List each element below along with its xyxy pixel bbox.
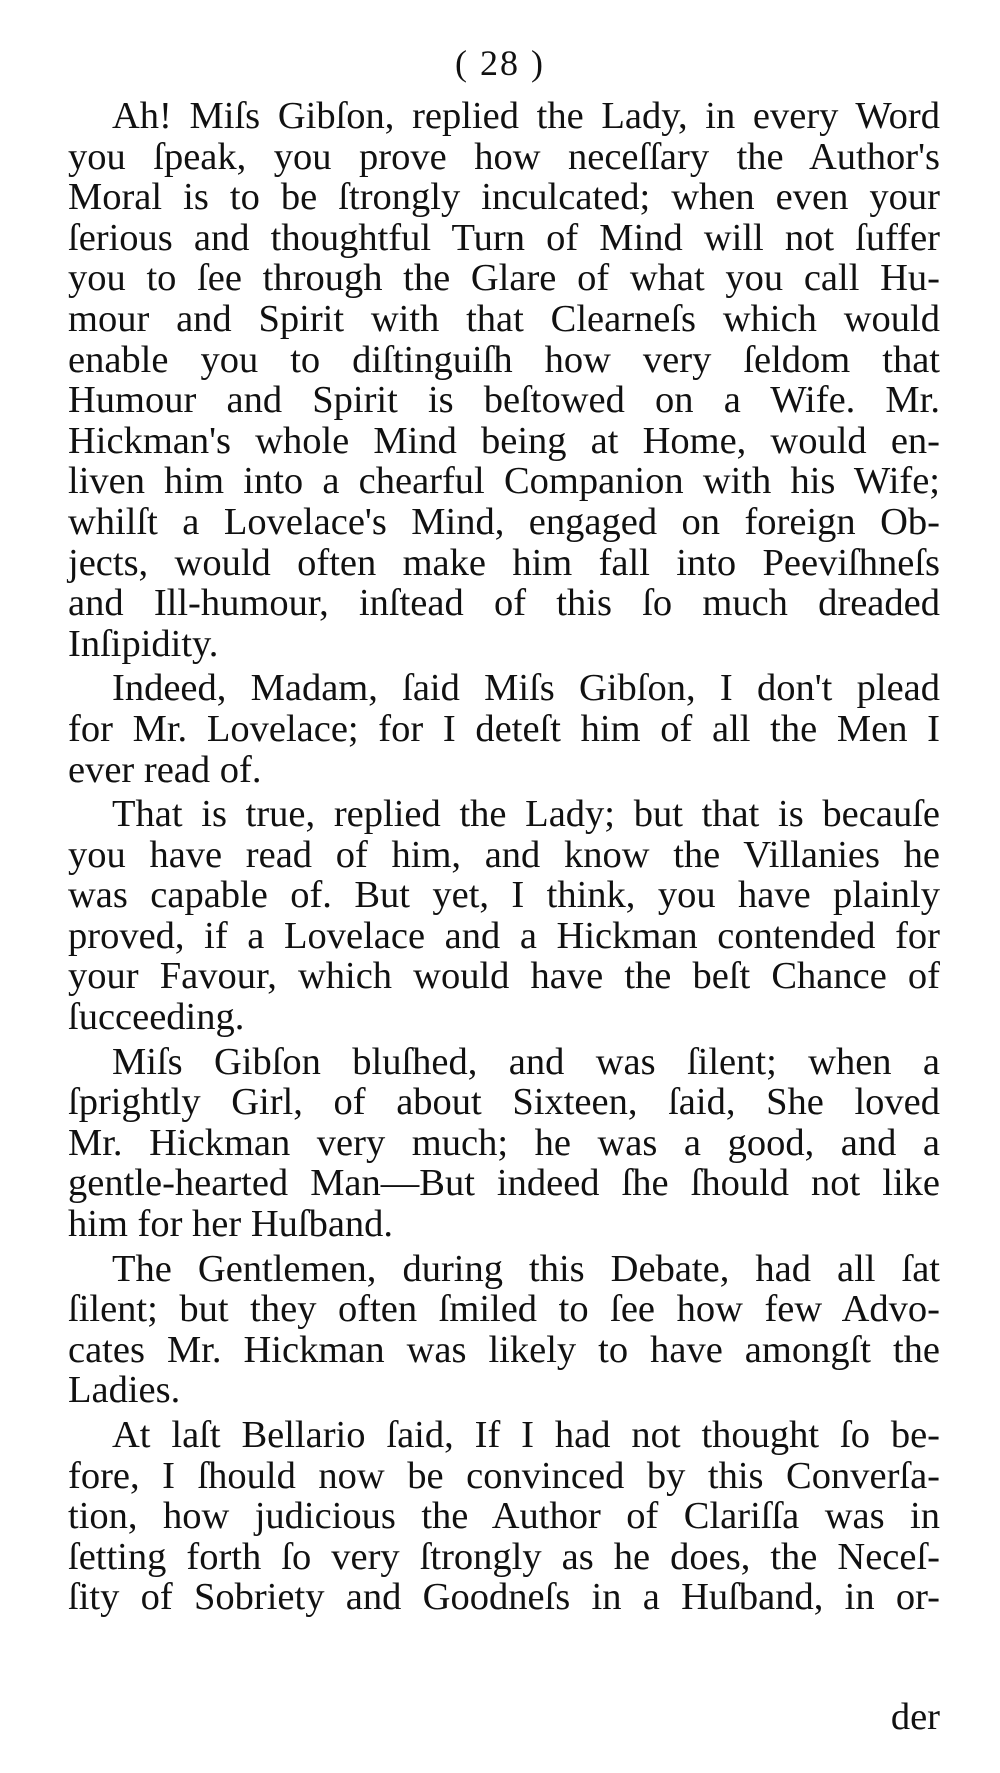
body-text <box>68 96 940 1618</box>
text-line: ſerious and thoughtful Turn of Mind will not ſuffer <box>68 216 940 259</box>
text-line: ſity of Sobriety and Goodneſs in a Huſband, in or- <box>68 1576 940 1619</box>
text-line: Moral is to be ſtrongly inculcated; when even your <box>68 176 940 219</box>
text-line: Ladies. <box>68 1369 181 1412</box>
text-line: liven him into a chearful Companion with his Wife; <box>68 460 940 503</box>
text-line: Inſipidity. <box>68 622 219 665</box>
text-line: Ah! Miſs Gibſon, replied the Lady, in every Word <box>112 95 940 137</box>
paragraph <box>68 668 940 790</box>
text-line: your Favour, which would have the beſt Chance of <box>68 955 940 998</box>
paragraph <box>68 96 940 664</box>
text-line: ſprightly Girl, of about Sixteen, ſaid, She loved <box>68 1081 940 1124</box>
paragraph <box>68 1042 940 1245</box>
catchword: der <box>890 1696 940 1738</box>
text-line: mour and Spirit with that Clearneſs which would <box>68 297 940 340</box>
text-line: gentle-hearted Man—But indeed ſhe ſhould not like <box>68 1162 940 1205</box>
text-line: The Gentlemen, during this Debate, had all ſat <box>112 1247 940 1290</box>
text-line: and Ill-humour, inſtead of this ſo much dreaded <box>68 582 940 625</box>
text-line: fore, I ſhould now be convinced by this Converſa- <box>68 1454 940 1497</box>
text-line: tion, how judicious the Author of Clariſſa was in <box>68 1495 940 1538</box>
text-line: you to ſee through the Glare of what you call Hu- <box>68 257 940 300</box>
text-line: Humour and Spirit is beſtowed on a Wife. Mr. <box>68 379 940 422</box>
text-line: Mr. Hickman very much; he was a good, and a <box>68 1121 940 1164</box>
text-line: you ſpeak, you prove how neceſſary the Author's <box>68 135 940 178</box>
text-line: enable you to diſtinguiſh how very ſeldom that <box>68 338 940 381</box>
text-line: proved, if a Lovelace and a Hickman contended for <box>68 914 940 957</box>
text-line: you have read of him, and know the Villanies he <box>68 833 940 876</box>
text-line: ſucceeding. <box>68 996 245 1039</box>
text-line: cates Mr. Hickman was likely to have amongſt the <box>68 1328 940 1371</box>
paragraph <box>68 1249 940 1411</box>
text-line: ever read of. <box>68 748 262 791</box>
text-line: him for her Huſband. <box>68 1203 394 1246</box>
text-line: Hickman's whole Mind being at Home, would en- <box>68 419 940 462</box>
text-line: for Mr. Lovelace; for I deteſt him of all the Men I <box>68 707 940 750</box>
text-line: ſilent; but they often ſmiled to ſee how few Advo- <box>68 1288 940 1331</box>
text-line: At laſt Bellario ſaid, If I had not thought ſo be- <box>112 1414 940 1456</box>
text-line: ſetting forth ſo very ſtrongly as he does, the Neceſ- <box>68 1535 940 1578</box>
text-line: Indeed, Madam, ſaid Miſs Gibſon, I don't plead <box>112 667 940 710</box>
text-line: jects, would often make him fall into Peeviſhneſs <box>68 541 940 584</box>
text-line: Miſs Gibſon bluſhed, and was ſilent; when a <box>112 1040 940 1083</box>
text-line: whilſt a Lovelace's Mind, engaged on foreign Ob- <box>68 500 940 543</box>
paragraph <box>68 794 940 1038</box>
text-line: That is true, replied the Lady; but that is becauſe <box>112 793 940 836</box>
paragraph <box>68 1415 940 1618</box>
page-number: ( 28 ) <box>455 43 545 83</box>
text-line: was capable of. But yet, I think, you have plainly <box>68 874 940 917</box>
